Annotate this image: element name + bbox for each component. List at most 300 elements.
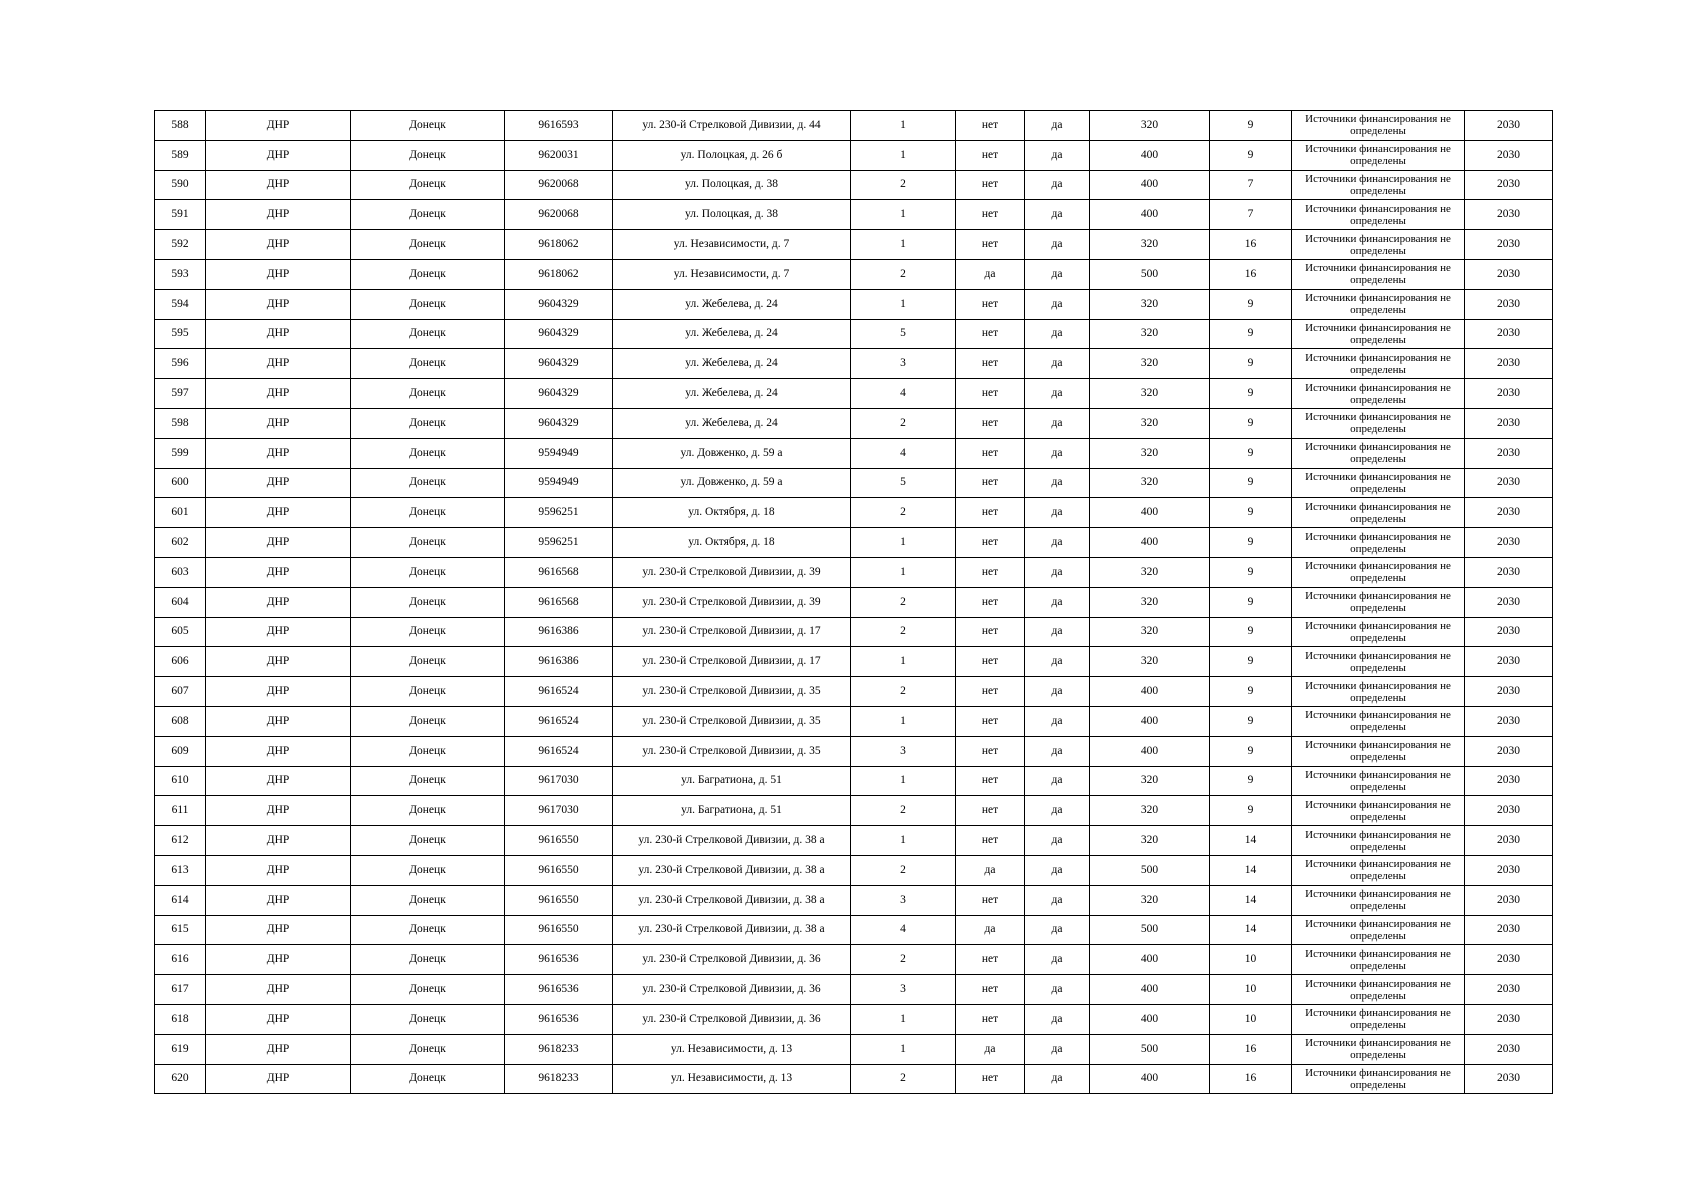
cell-region: ДНР <box>206 319 351 349</box>
cell-floors: 9 <box>1210 438 1292 468</box>
cell-capacity: 320 <box>1090 289 1210 319</box>
cell-city: Донецк <box>351 975 505 1005</box>
cell-floors: 14 <box>1210 826 1292 856</box>
cell-floors: 7 <box>1210 170 1292 200</box>
cell-region: ДНР <box>206 915 351 945</box>
cell-city: Донецк <box>351 677 505 707</box>
cell-unit-number: 2 <box>851 170 956 200</box>
cell-funding-source: Источники финансирования не определены <box>1292 975 1465 1005</box>
cell-funding-source: Источники финансирования не определены <box>1292 647 1465 677</box>
cell-city: Донецк <box>351 319 505 349</box>
cell-object-code: 9616550 <box>505 915 613 945</box>
cell-floors: 9 <box>1210 111 1292 141</box>
cell-address: ул. Полоцкая, д. 38 <box>613 200 851 230</box>
cell-city: Донецк <box>351 1004 505 1034</box>
table-row <box>155 617 1553 647</box>
cell-address: ул. 230-й Стрелковой Дивизии, д. 35 <box>613 677 851 707</box>
cell-funding-source: Источники финансирования не определены <box>1292 170 1465 200</box>
cell-row-number: 588 <box>155 111 206 141</box>
cell-unit-number: 1 <box>851 111 956 141</box>
cell-city: Донецк <box>351 647 505 677</box>
cell-capacity: 400 <box>1090 140 1210 170</box>
cell-city: Донецк <box>351 617 505 647</box>
cell-unit-number: 1 <box>851 826 956 856</box>
table-row <box>155 230 1553 260</box>
cell-unit-number: 1 <box>851 647 956 677</box>
cell-funding-source: Источники финансирования не определены <box>1292 677 1465 707</box>
cell-address: ул. Багратиона, д. 51 <box>613 766 851 796</box>
cell-flag-b: да <box>1025 796 1090 826</box>
cell-address: ул. Независимости, д. 7 <box>613 230 851 260</box>
cell-capacity: 400 <box>1090 677 1210 707</box>
cell-city: Донецк <box>351 468 505 498</box>
table-row <box>155 945 1553 975</box>
cell-address: ул. Независимости, д. 7 <box>613 259 851 289</box>
table-row <box>155 408 1553 438</box>
cell-row-number: 608 <box>155 706 206 736</box>
cell-flag-a: нет <box>956 528 1025 558</box>
cell-address: ул. Жебелева, д. 24 <box>613 408 851 438</box>
cell-address: ул. 230-й Стрелковой Дивизии, д. 39 <box>613 587 851 617</box>
cell-row-number: 599 <box>155 438 206 468</box>
cell-object-code: 9594949 <box>505 438 613 468</box>
cell-flag-b: да <box>1025 1064 1090 1094</box>
cell-flag-b: да <box>1025 975 1090 1005</box>
cell-funding-source: Источники финансирования не определены <box>1292 498 1465 528</box>
table-row <box>155 528 1553 558</box>
cell-unit-number: 2 <box>851 617 956 647</box>
cell-object-code: 9616593 <box>505 111 613 141</box>
cell-flag-b: да <box>1025 349 1090 379</box>
cell-flag-a: нет <box>956 736 1025 766</box>
cell-row-number: 603 <box>155 557 206 587</box>
cell-row-number: 619 <box>155 1034 206 1064</box>
cell-region: ДНР <box>206 855 351 885</box>
cell-year: 2030 <box>1465 557 1553 587</box>
cell-region: ДНР <box>206 706 351 736</box>
cell-flag-b: да <box>1025 230 1090 260</box>
cell-row-number: 611 <box>155 796 206 826</box>
cell-row-number: 620 <box>155 1064 206 1094</box>
cell-funding-source: Источники финансирования не определены <box>1292 1064 1465 1094</box>
table-row <box>155 587 1553 617</box>
cell-year: 2030 <box>1465 200 1553 230</box>
cell-year: 2030 <box>1465 140 1553 170</box>
cell-city: Донецк <box>351 885 505 915</box>
cell-region: ДНР <box>206 677 351 707</box>
cell-row-number: 615 <box>155 915 206 945</box>
cell-capacity: 320 <box>1090 319 1210 349</box>
cell-unit-number: 3 <box>851 975 956 1005</box>
cell-city: Донецк <box>351 111 505 141</box>
cell-object-code: 9620068 <box>505 200 613 230</box>
cell-object-code: 9618233 <box>505 1034 613 1064</box>
cell-object-code: 9616550 <box>505 855 613 885</box>
table-row <box>155 677 1553 707</box>
cell-region: ДНР <box>206 379 351 409</box>
cell-object-code: 9616386 <box>505 617 613 647</box>
cell-year: 2030 <box>1465 408 1553 438</box>
cell-funding-source: Источники финансирования не определены <box>1292 289 1465 319</box>
cell-unit-number: 1 <box>851 766 956 796</box>
cell-funding-source: Источники финансирования не определены <box>1292 319 1465 349</box>
cell-unit-number: 4 <box>851 438 956 468</box>
cell-unit-number: 1 <box>851 528 956 558</box>
cell-row-number: 604 <box>155 587 206 617</box>
cell-address: ул. 230-й Стрелковой Дивизии, д. 35 <box>613 706 851 736</box>
cell-flag-a: нет <box>956 1004 1025 1034</box>
cell-flag-b: да <box>1025 140 1090 170</box>
cell-capacity: 400 <box>1090 1004 1210 1034</box>
cell-row-number: 590 <box>155 170 206 200</box>
cell-flag-a: нет <box>956 945 1025 975</box>
cell-year: 2030 <box>1465 259 1553 289</box>
table-row <box>155 289 1553 319</box>
cell-address: ул. Полоцкая, д. 26 б <box>613 140 851 170</box>
cell-row-number: 613 <box>155 855 206 885</box>
cell-address: ул. Полоцкая, д. 38 <box>613 170 851 200</box>
cell-unit-number: 2 <box>851 498 956 528</box>
cell-funding-source: Источники финансирования не определены <box>1292 200 1465 230</box>
cell-flag-b: да <box>1025 111 1090 141</box>
cell-address: ул. 230-й Стрелковой Дивизии, д. 38 а <box>613 915 851 945</box>
cell-city: Донецк <box>351 289 505 319</box>
cell-address: ул. 230-й Стрелковой Дивизии, д. 36 <box>613 975 851 1005</box>
cell-unit-number: 1 <box>851 706 956 736</box>
cell-object-code: 9616524 <box>505 677 613 707</box>
cell-year: 2030 <box>1465 111 1553 141</box>
cell-unit-number: 1 <box>851 200 956 230</box>
cell-object-code: 9618062 <box>505 230 613 260</box>
cell-capacity: 320 <box>1090 796 1210 826</box>
cell-city: Донецк <box>351 587 505 617</box>
cell-row-number: 607 <box>155 677 206 707</box>
cell-city: Донецк <box>351 408 505 438</box>
cell-address: ул. Жебелева, д. 24 <box>613 319 851 349</box>
cell-unit-number: 2 <box>851 259 956 289</box>
cell-capacity: 320 <box>1090 885 1210 915</box>
cell-city: Донецк <box>351 200 505 230</box>
cell-year: 2030 <box>1465 885 1553 915</box>
cell-row-number: 616 <box>155 945 206 975</box>
cell-flag-b: да <box>1025 736 1090 766</box>
cell-capacity: 400 <box>1090 200 1210 230</box>
cell-region: ДНР <box>206 170 351 200</box>
cell-funding-source: Источники финансирования не определены <box>1292 468 1465 498</box>
cell-funding-source: Источники финансирования не определены <box>1292 587 1465 617</box>
cell-city: Донецк <box>351 557 505 587</box>
cell-flag-b: да <box>1025 319 1090 349</box>
cell-row-number: 614 <box>155 885 206 915</box>
cell-floors: 9 <box>1210 379 1292 409</box>
cell-city: Донецк <box>351 766 505 796</box>
cell-flag-a: нет <box>956 468 1025 498</box>
table-row <box>155 468 1553 498</box>
cell-floors: 16 <box>1210 259 1292 289</box>
cell-address: ул. 230-й Стрелковой Дивизии, д. 36 <box>613 1004 851 1034</box>
cell-unit-number: 2 <box>851 677 956 707</box>
cell-capacity: 400 <box>1090 498 1210 528</box>
cell-row-number: 596 <box>155 349 206 379</box>
cell-capacity: 400 <box>1090 975 1210 1005</box>
cell-year: 2030 <box>1465 736 1553 766</box>
cell-region: ДНР <box>206 1004 351 1034</box>
cell-row-number: 591 <box>155 200 206 230</box>
cell-city: Донецк <box>351 796 505 826</box>
cell-city: Донецк <box>351 945 505 975</box>
cell-row-number: 606 <box>155 647 206 677</box>
cell-year: 2030 <box>1465 498 1553 528</box>
cell-address: ул. 230-й Стрелковой Дивизии, д. 38 а <box>613 885 851 915</box>
cell-object-code: 9616568 <box>505 557 613 587</box>
cell-year: 2030 <box>1465 1004 1553 1034</box>
cell-flag-b: да <box>1025 647 1090 677</box>
cell-flag-a: нет <box>956 200 1025 230</box>
cell-object-code: 9616386 <box>505 647 613 677</box>
cell-floors: 9 <box>1210 140 1292 170</box>
cell-funding-source: Источники финансирования не определены <box>1292 438 1465 468</box>
cell-address: ул. Независимости, д. 13 <box>613 1034 851 1064</box>
cell-row-number: 589 <box>155 140 206 170</box>
cell-unit-number: 3 <box>851 349 956 379</box>
table-row <box>155 1034 1553 1064</box>
table-row <box>155 975 1553 1005</box>
cell-address: ул. Довженко, д. 59 а <box>613 468 851 498</box>
cell-floors: 14 <box>1210 855 1292 885</box>
cell-address: ул. 230-й Стрелковой Дивизии, д. 35 <box>613 736 851 766</box>
cell-address: ул. 230-й Стрелковой Дивизии, д. 39 <box>613 557 851 587</box>
cell-year: 2030 <box>1465 647 1553 677</box>
cell-object-code: 9616524 <box>505 706 613 736</box>
cell-city: Донецк <box>351 379 505 409</box>
cell-flag-a: да <box>956 915 1025 945</box>
cell-city: Донецк <box>351 1064 505 1094</box>
cell-flag-b: да <box>1025 945 1090 975</box>
cell-flag-b: да <box>1025 885 1090 915</box>
cell-floors: 9 <box>1210 587 1292 617</box>
cell-region: ДНР <box>206 557 351 587</box>
table-row <box>155 319 1553 349</box>
cell-flag-b: да <box>1025 200 1090 230</box>
cell-flag-a: нет <box>956 438 1025 468</box>
cell-row-number: 602 <box>155 528 206 558</box>
cell-funding-source: Источники финансирования не определены <box>1292 140 1465 170</box>
cell-flag-a: нет <box>956 319 1025 349</box>
cell-address: ул. Октября, д. 18 <box>613 528 851 558</box>
cell-row-number: 597 <box>155 379 206 409</box>
table-row <box>155 379 1553 409</box>
cell-unit-number: 3 <box>851 885 956 915</box>
cell-floors: 9 <box>1210 736 1292 766</box>
cell-region: ДНР <box>206 289 351 319</box>
cell-address: ул. Независимости, д. 13 <box>613 1064 851 1094</box>
cell-address: ул. Жебелева, д. 24 <box>613 349 851 379</box>
cell-funding-source: Источники финансирования не определены <box>1292 408 1465 438</box>
cell-object-code: 9604329 <box>505 319 613 349</box>
cell-city: Донецк <box>351 915 505 945</box>
cell-unit-number: 5 <box>851 319 956 349</box>
cell-capacity: 320 <box>1090 230 1210 260</box>
cell-floors: 16 <box>1210 1064 1292 1094</box>
cell-year: 2030 <box>1465 766 1553 796</box>
cell-funding-source: Источники финансирования не определены <box>1292 915 1465 945</box>
table-row <box>155 647 1553 677</box>
cell-row-number: 592 <box>155 230 206 260</box>
cell-city: Донецк <box>351 706 505 736</box>
cell-year: 2030 <box>1465 468 1553 498</box>
table-row <box>155 349 1553 379</box>
cell-region: ДНР <box>206 200 351 230</box>
cell-object-code: 9604329 <box>505 408 613 438</box>
cell-funding-source: Источники финансирования не определены <box>1292 259 1465 289</box>
cell-capacity: 320 <box>1090 468 1210 498</box>
cell-floors: 9 <box>1210 349 1292 379</box>
cell-floors: 16 <box>1210 230 1292 260</box>
cell-unit-number: 1 <box>851 230 956 260</box>
cell-flag-a: нет <box>956 647 1025 677</box>
cell-city: Донецк <box>351 438 505 468</box>
cell-flag-b: да <box>1025 617 1090 647</box>
cell-flag-b: да <box>1025 170 1090 200</box>
cell-address: ул. Октября, д. 18 <box>613 498 851 528</box>
cell-floors: 10 <box>1210 1004 1292 1034</box>
cell-object-code: 9618062 <box>505 259 613 289</box>
cell-capacity: 320 <box>1090 408 1210 438</box>
cell-region: ДНР <box>206 111 351 141</box>
cell-unit-number: 2 <box>851 408 956 438</box>
cell-capacity: 400 <box>1090 736 1210 766</box>
cell-address: ул. Довженко, д. 59 а <box>613 438 851 468</box>
cell-row-number: 617 <box>155 975 206 1005</box>
cell-funding-source: Источники финансирования не определены <box>1292 617 1465 647</box>
cell-floors: 9 <box>1210 498 1292 528</box>
cell-flag-a: нет <box>956 885 1025 915</box>
cell-year: 2030 <box>1465 289 1553 319</box>
cell-row-number: 594 <box>155 289 206 319</box>
document-page <box>154 110 1553 1094</box>
cell-address: ул. 230-й Стрелковой Дивизии, д. 17 <box>613 647 851 677</box>
cell-funding-source: Источники финансирования не определены <box>1292 349 1465 379</box>
cell-funding-source: Источники финансирования не определены <box>1292 885 1465 915</box>
cell-capacity: 400 <box>1090 945 1210 975</box>
cell-year: 2030 <box>1465 826 1553 856</box>
cell-flag-a: нет <box>956 289 1025 319</box>
cell-city: Донецк <box>351 528 505 558</box>
cell-region: ДНР <box>206 885 351 915</box>
cell-region: ДНР <box>206 826 351 856</box>
cell-object-code: 9604329 <box>505 289 613 319</box>
cell-object-code: 9616536 <box>505 975 613 1005</box>
cell-year: 2030 <box>1465 438 1553 468</box>
cell-object-code: 9594949 <box>505 468 613 498</box>
table-row <box>155 885 1553 915</box>
cell-row-number: 601 <box>155 498 206 528</box>
cell-row-number: 593 <box>155 259 206 289</box>
cell-flag-a: нет <box>956 766 1025 796</box>
cell-capacity: 320 <box>1090 647 1210 677</box>
cell-unit-number: 1 <box>851 289 956 319</box>
cell-funding-source: Источники финансирования не определены <box>1292 945 1465 975</box>
cell-object-code: 9616568 <box>505 587 613 617</box>
cell-flag-a: да <box>956 1034 1025 1064</box>
table-row <box>155 796 1553 826</box>
cell-city: Донецк <box>351 170 505 200</box>
cell-floors: 9 <box>1210 468 1292 498</box>
cell-year: 2030 <box>1465 945 1553 975</box>
cell-unit-number: 2 <box>851 796 956 826</box>
cell-floors: 9 <box>1210 528 1292 558</box>
cell-floors: 9 <box>1210 319 1292 349</box>
cell-region: ДНР <box>206 647 351 677</box>
table-body <box>155 111 1553 1094</box>
cell-city: Донецк <box>351 1034 505 1064</box>
cell-capacity: 320 <box>1090 111 1210 141</box>
cell-address: ул. 230-й Стрелковой Дивизии, д. 17 <box>613 617 851 647</box>
cell-floors: 10 <box>1210 945 1292 975</box>
cell-year: 2030 <box>1465 915 1553 945</box>
cell-capacity: 320 <box>1090 766 1210 796</box>
cell-address: ул. Жебелева, д. 24 <box>613 379 851 409</box>
cell-row-number: 610 <box>155 766 206 796</box>
table-row <box>155 498 1553 528</box>
table-row <box>155 915 1553 945</box>
cell-year: 2030 <box>1465 528 1553 558</box>
cell-flag-a: нет <box>956 349 1025 379</box>
cell-flag-a: нет <box>956 617 1025 647</box>
cell-region: ДНР <box>206 1034 351 1064</box>
cell-flag-a: нет <box>956 498 1025 528</box>
cell-year: 2030 <box>1465 379 1553 409</box>
cell-flag-b: да <box>1025 677 1090 707</box>
cell-funding-source: Источники финансирования не определены <box>1292 736 1465 766</box>
cell-year: 2030 <box>1465 1064 1553 1094</box>
cell-region: ДНР <box>206 468 351 498</box>
cell-object-code: 9604329 <box>505 379 613 409</box>
cell-funding-source: Источники финансирования не определены <box>1292 706 1465 736</box>
cell-region: ДНР <box>206 945 351 975</box>
cell-region: ДНР <box>206 587 351 617</box>
cell-row-number: 600 <box>155 468 206 498</box>
cell-region: ДНР <box>206 498 351 528</box>
cell-object-code: 9620068 <box>505 170 613 200</box>
cell-region: ДНР <box>206 796 351 826</box>
cell-object-code: 9620031 <box>505 140 613 170</box>
cell-object-code: 9604329 <box>505 349 613 379</box>
cell-funding-source: Источники финансирования не определены <box>1292 230 1465 260</box>
cell-year: 2030 <box>1465 1034 1553 1064</box>
cell-floors: 9 <box>1210 796 1292 826</box>
cell-year: 2030 <box>1465 319 1553 349</box>
cell-object-code: 9616536 <box>505 945 613 975</box>
cell-floors: 10 <box>1210 975 1292 1005</box>
cell-floors: 14 <box>1210 915 1292 945</box>
cell-flag-b: да <box>1025 557 1090 587</box>
cell-floors: 9 <box>1210 289 1292 319</box>
cell-flag-b: да <box>1025 1004 1090 1034</box>
cell-object-code: 9596251 <box>505 528 613 558</box>
cell-city: Донецк <box>351 826 505 856</box>
cell-flag-a: нет <box>956 170 1025 200</box>
cell-funding-source: Источники финансирования не определены <box>1292 1034 1465 1064</box>
table-row <box>155 170 1553 200</box>
cell-address: ул. 230-й Стрелковой Дивизии, д. 44 <box>613 111 851 141</box>
table-row <box>155 736 1553 766</box>
cell-capacity: 320 <box>1090 617 1210 647</box>
cell-flag-b: да <box>1025 408 1090 438</box>
table-row <box>155 706 1553 736</box>
cell-capacity: 500 <box>1090 915 1210 945</box>
table-row <box>155 766 1553 796</box>
